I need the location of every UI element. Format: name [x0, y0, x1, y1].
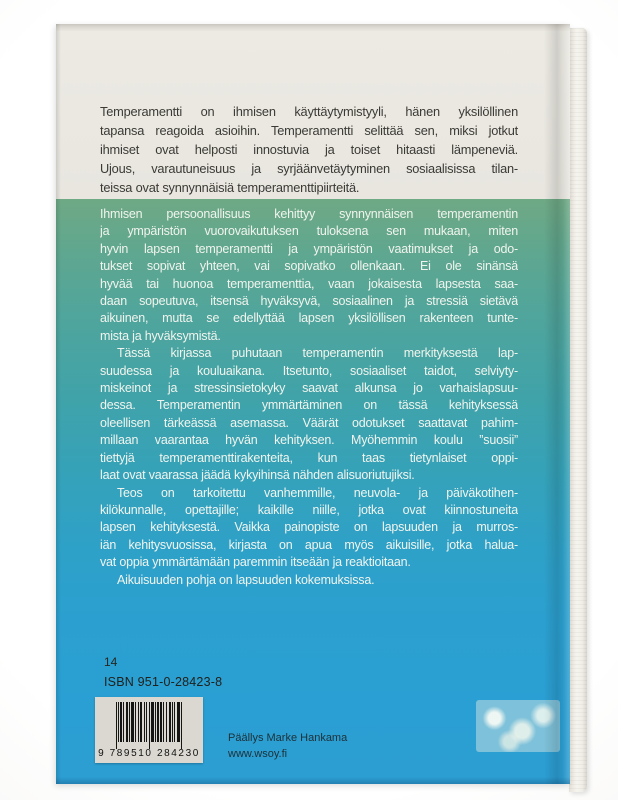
- bottom-edge-shade: [56, 777, 570, 784]
- text-line: lapsen kehityksestä. Vaikka painopiste on lapsuuden ja murros-: [100, 520, 518, 535]
- text-line: daan sopeutuva, itsensä hyväksyvä, sosiaalinen ja stressiä sietävä: [100, 294, 518, 309]
- text-line: vat oppia ymmärtämään paremmin itseään ja reaktioitaan.: [100, 555, 411, 570]
- barcode-gap: [182, 702, 183, 742]
- text-line: dessa. Temperamentin ymmärtäminen on tässä kehityksessä: [100, 398, 518, 413]
- text-line: tiettyjä temperamenttirakenteita, kun taas tietynlaiset oppi-: [100, 450, 518, 465]
- text-line: mista ja hyväksymistä.: [100, 328, 221, 343]
- barcode-digits: 9 789510 284230: [98, 748, 200, 759]
- left-edge-shade: [56, 24, 61, 784]
- text-line: tapansa reagoida asioihin. Temperamentti selittää sen, miksi jotkut: [100, 123, 518, 138]
- book-back-cover: [56, 24, 570, 784]
- barcode: [95, 697, 203, 763]
- text-line: kilökunnalle, opettajille; kaikille niille, jotka ovat kiinnostuneita: [100, 502, 518, 517]
- designer-credit: Päällys Marke Hankama: [228, 732, 348, 744]
- text-line: miskeinot ja stressinsietokyky saavat alkunsa jo varhaislapsuu-: [100, 381, 518, 396]
- barcode-bars: [102, 702, 196, 742]
- isbn-label: ISBN 951-0-28423-8: [104, 675, 223, 689]
- cover-credits: [228, 730, 347, 762]
- blurb-paragraph-2: [100, 345, 518, 484]
- text-line: Tässä kirjassa puhutaan temperamentin merkityksestä lap-: [117, 346, 518, 361]
- edition-number: 14: [104, 655, 118, 669]
- text-line: ihmiset ovat helposti innostuvia ja toiset hitaasti lämpeneviä.: [100, 142, 518, 157]
- text-line: Temperamentti on ihmisen käyttäytymistyyli, hänen yksilöllinen: [100, 104, 518, 119]
- text-line: tukset sopivat yhteen, vai sopivatko ollenkaan. Ei ole sinänsä: [100, 259, 518, 274]
- publisher-url: www.wsoy.fi: [228, 748, 288, 760]
- blurb-text-block: [100, 206, 518, 589]
- cover-top-band: [56, 24, 570, 199]
- hinge-groove: [544, 24, 570, 784]
- text-line: hyvin lapsen temperamentti ja ympäristön vaatimukset ja odo-: [100, 241, 518, 256]
- text-line: Ujous, varautuneisuus ja syrjäänvetäytyminen sosiaalisissa tilan-: [100, 161, 518, 176]
- intro-paragraph: [100, 102, 518, 197]
- blurb-paragraph-3: [100, 485, 518, 572]
- text-line: suudessa ja kouluaikana. Itsetunto, sosiaaliset taidot, selviyty-: [100, 363, 518, 378]
- blurb-paragraph-4: [100, 572, 518, 589]
- text-line: ja ympäristön vuorovaikutuksen tuloksena sen mukaan, miten: [100, 224, 518, 239]
- text-line: Ihmisen persoonallisuus kehittyy synnynnäisen temperamentin: [100, 207, 518, 221]
- blurb-paragraph-1: [100, 206, 518, 345]
- text-line: millaan vaarantaa hyvän kehityksen. Myöhemmin koulu ”suosii”: [100, 433, 518, 448]
- text-line: Teos on tarkoitettu vanhemmille, neuvola- ja päiväkotihen-: [117, 485, 518, 500]
- text-line: laat ovat vaarassa jäädä kykyihinsä nähden alisuoriutujiksi.: [100, 468, 415, 483]
- text-line: teissa ovat synnynnäisiä temperamenttipiirteitä.: [100, 180, 360, 195]
- text-line: Aikuisuuden pohja on lapsuuden kokemuksissa.: [117, 572, 375, 587]
- text-line: oleellisen tärkeässä asemassa. Väärät odotukset saattavat pahim-: [100, 415, 518, 430]
- text-line: iän kehitysvuosissa, kirjasta on apua myös aikuisille, jotka halua-: [100, 537, 518, 552]
- text-line: hyvää tai huonoa temperamenttia, vaan jokaisesta lapsesta saa-: [100, 276, 518, 291]
- board-top-edge: [56, 24, 570, 31]
- book-pages-fore-edge: [569, 28, 587, 792]
- text-line: aikuinen, mutta se edellyttää lapsen yksilöllisen rakenteen tunte-: [100, 311, 518, 326]
